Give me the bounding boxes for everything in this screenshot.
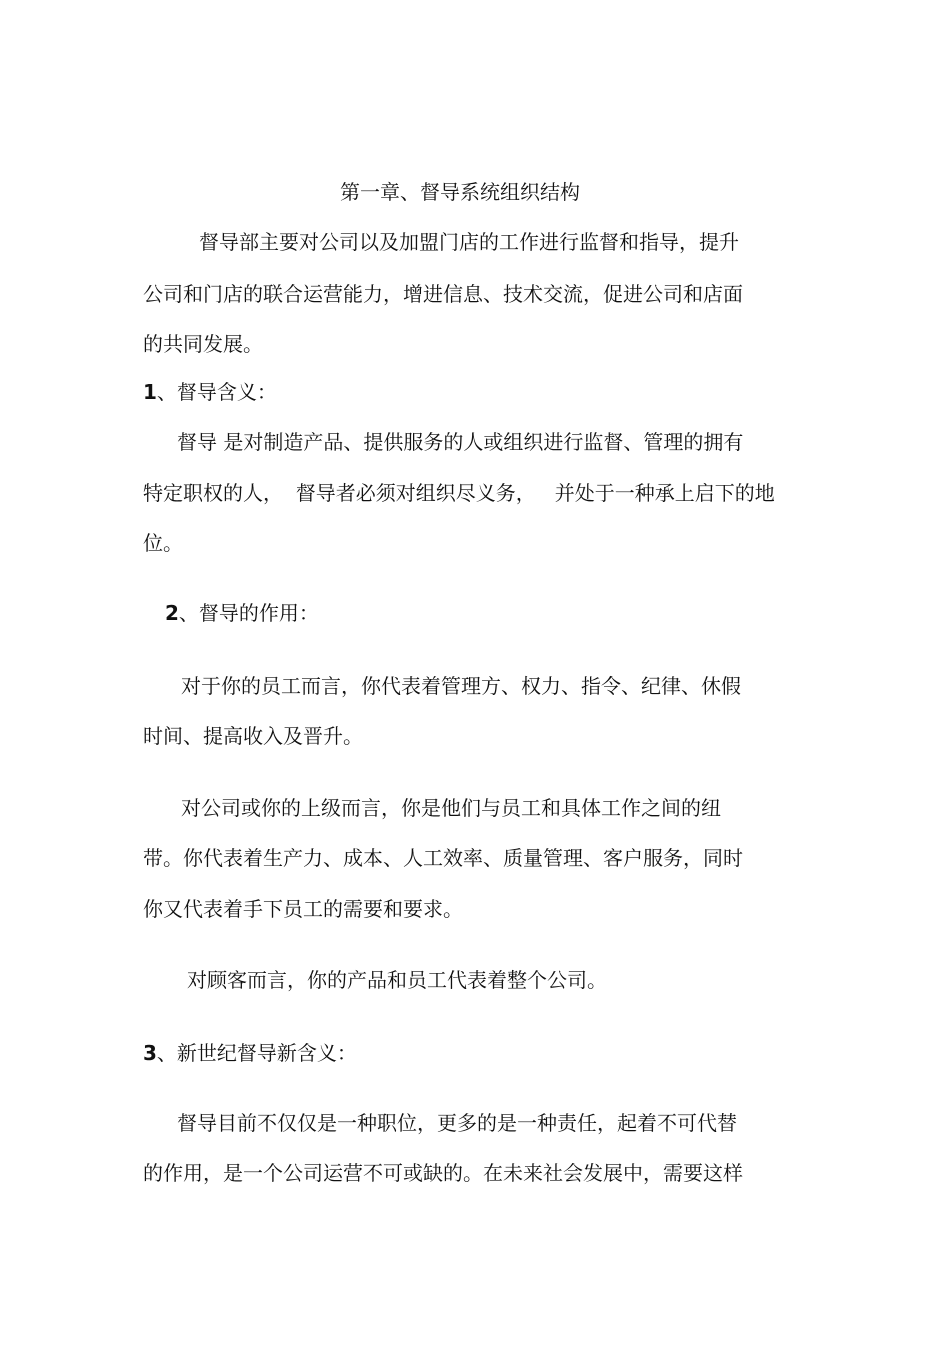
section-2-para-1-line-1: 对于你的员工而言，你代表着管理方、权力、指令、纪律、休假 (181, 674, 741, 698)
intro-line-2: 公司和门店的联合运营能力，增进信息、技术交流，促进公司和店面 (143, 282, 743, 306)
section-2-para-1-line-2: 时间、提高收入及晋升。 (143, 724, 363, 748)
section-2-para-2-line-2: 带。你代表着生产力、成本、人工效率、质量管理、客户服务，同时 (143, 846, 743, 870)
page-title: 第一章、督导系统组织结构 (340, 180, 580, 204)
section-1-line-2: 特定职权的人， 督导者必须对组织尽义务， 并处于一种承上启下的地 (143, 481, 775, 505)
section-1-number: 1 (143, 380, 157, 404)
section-2-heading-text: 、督导的作用： (178, 601, 319, 625)
section-1-heading (143, 380, 277, 404)
section-2-para-2-line-1: 对公司或你的上级而言，你是他们与员工和具体工作之间的纽 (181, 796, 721, 820)
section-3-line-1: 督导目前不仅仅是一种职位，更多的是一种责任，起着不可代替 (177, 1111, 737, 1135)
section-1-heading-text: 、督导含义： (156, 380, 277, 404)
section-3-heading-text: 、新世纪督导新含义： (156, 1041, 357, 1065)
intro-line-3: 的共同发展。 (143, 332, 263, 356)
section-2-heading (165, 601, 319, 625)
section-2-para-2-line-3: 你又代表着手下员工的需要和要求。 (143, 897, 463, 921)
section-1-line-1: 督导 是对制造产品、提供服务的人或组织进行监督、管理的拥有 (177, 430, 744, 454)
intro-line-1: 督导部主要对公司以及加盟门店的工作进行监督和指导，提升 (199, 230, 739, 254)
section-2-para-3-line-1: 对顾客而言，你的产品和员工代表着整个公司。 (187, 968, 607, 992)
section-3-line-2: 的作用，是一个公司运营不可或缺的。在未来社会发展中，需要这样 (143, 1161, 743, 1185)
section-3-heading (143, 1041, 357, 1065)
section-1-line-3: 位。 (143, 531, 183, 555)
section-2-number: 2 (165, 601, 179, 625)
section-3-number: 3 (143, 1041, 157, 1065)
